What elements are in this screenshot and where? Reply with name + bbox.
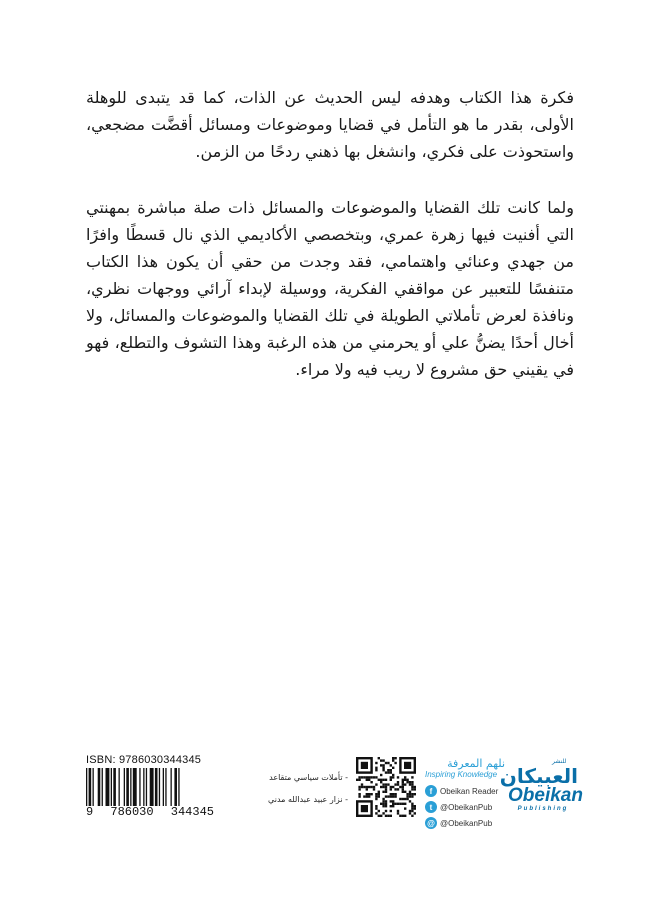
logo-small-arabic: للنشر [552, 758, 567, 765]
social-instagram [425, 815, 505, 831]
barcode-digit-group-3: 344345 [170, 805, 214, 819]
barcode-digit-group-1: 9 [86, 805, 94, 819]
social-block [425, 757, 505, 831]
facebook-icon: f [425, 785, 437, 797]
body-paragraph-1 [86, 84, 574, 165]
barcode-digit-group-2: 786030 [110, 805, 154, 819]
qr-code [356, 757, 416, 817]
social-twitter [425, 799, 505, 815]
facebook-label: Obeikan Reader [440, 786, 499, 796]
barcode-block [86, 754, 214, 819]
book-author: - نزار عبيد عبدالله مدني [268, 795, 348, 804]
paragraph-2-text: ولما كانت تلك القضايا والموضوعات والمسائل ذات صلة مباشرة بمهنتي التي أفنيت فيها زهرة عمري، وبتخصصي الأكاديمي الذي نال قسطًا وافرًا من جهدي وعنائي واهتمامي، فقد وجدت من حقي أن يكون هذا الكتاب متنفسًا للتعبير عن مواقفي الفكرية، ووسيلة لإبداء آرائي ووجهات نظري، ونافذة لعرض تأملاتي الطويلة في تلك القضايا والموضوعات والمسائل، ولا أخال أحدًا يضنُّ علي أو يحرمني من هذه الرغبة وهذا التشوف والتطلع، فهو في يقيني حق مشروع لا ريب فيه ولا مراء. [86, 198, 574, 379]
paragraph-1-text: فكرة هذا الكتاب وهدفه ليس الحديث عن الذات، كما قد يتبدى للوهلة الأولى، بقدر ما هو التأمل في قضايا وموضوعات ومسائل أقضَّت مضجعي، واستحوذت على فكري، وانشغل بها ذهني ردحًا من الزمن. [86, 88, 574, 161]
instagram-label: @ObeikanPub [440, 818, 493, 828]
twitter-icon: t [425, 801, 437, 813]
tagline-english: Inspiring Knowledge [425, 770, 498, 779]
logo-english: Obeikan [508, 785, 583, 806]
twitter-label: @ObeikanPub [440, 802, 493, 812]
publisher-logo [499, 758, 583, 813]
social-facebook [425, 783, 505, 799]
tagline-arabic: نلهم المعرفة [447, 757, 505, 770]
body-paragraph-2 [86, 194, 574, 383]
instagram-icon: @ [425, 817, 437, 829]
logo-publishing: Publishing [517, 806, 569, 812]
isbn-label: ISBN: 9786030344345 [86, 754, 202, 766]
barcode-graphic [86, 768, 214, 806]
book-info [236, 767, 348, 811]
book-title: - تأملات سياسي متقاعد [269, 773, 348, 782]
logo-arabic: العبيكان [499, 764, 578, 788]
barcode-digits [86, 805, 214, 819]
